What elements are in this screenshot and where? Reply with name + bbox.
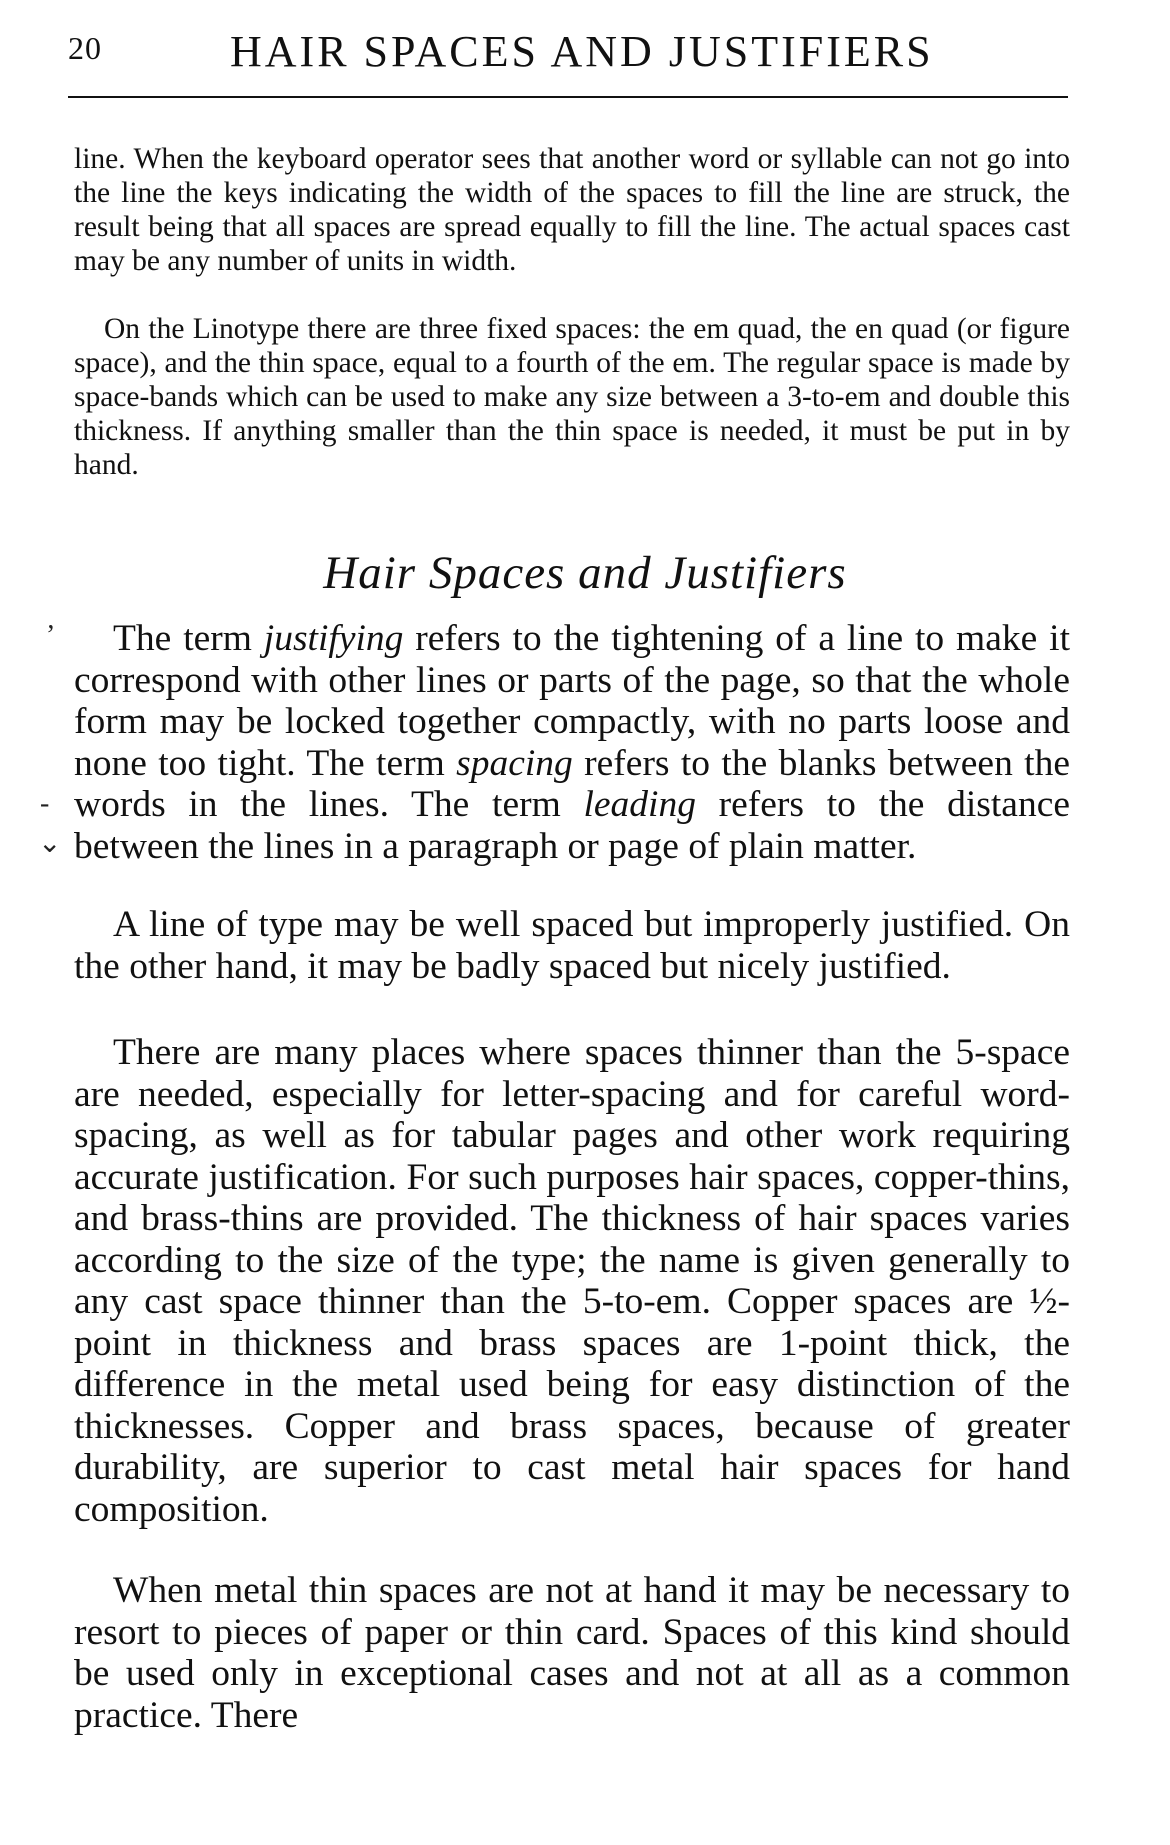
term-spacing: spacing: [456, 742, 573, 784]
text-run: The term: [113, 618, 264, 659]
paragraph-keyboard-operator: line. When the keyboard operator sees that another word or syllable can not go into the line the keys indicating the width of the spaces to fill the line are struck, the result being that all spaces are spread equally to fill the line. The actual spaces cast may be any number of units in width.: [74, 143, 1070, 277]
margin-mark: ʼ: [46, 620, 56, 651]
text-run: refers to the blanks between the words in the lines. The term: [74, 742, 1070, 825]
margin-mark: -: [40, 788, 50, 819]
paragraph-linotype-spaces: On the Linotype there are three fixed spaces: the em quad, the en quad (or figure space), and the thin space, equal to a fourth of the em. The regular space is made by space-bands which can be used to make any size between a 3-to-em and double this thickness. If anything smaller than the thin space is needed, it must be put in by hand.: [74, 313, 1070, 481]
paragraph-metal-thin-spaces: When metal thin spaces are not at hand it may be necessary to resort to pieces of paper or thin card. Spaces of this kind should be used only in exceptional cases and not at all as a common practice. There: [74, 1570, 1070, 1736]
margin-mark: ⌄: [38, 828, 62, 859]
fraction-half: ½: [1029, 1281, 1058, 1322]
page-number: 20: [68, 30, 102, 66]
text-run: -point in thickness and brass spaces are 1-point thick, the difference in the metal used being for easy distinction of the thicknesses. Copper and brass spaces, because of greater durability, are superior to cast metal hair spaces for hand composition.: [74, 1281, 1070, 1530]
text-run: refers to the distance between the lines in a paragraph or page of plain matter.: [74, 784, 1070, 867]
text-run: refers to the tightening of a line to make it correspond with other lines or parts of the page, so that the whole form may be locked together compactly, with no parts loose and none too tight. The term: [74, 618, 1070, 784]
header-rule: [68, 96, 1068, 98]
paragraph-line-of-type: A line of type may be well spaced but improperly justified. On the other hand, it may be badly spaced but nicely justified.: [74, 904, 1070, 987]
running-title: HAIR SPACES AND JUSTIFIERS: [230, 27, 934, 76]
paragraph-hair-spaces: [74, 1032, 1070, 1530]
text-run: There are many places where spaces thinner than the 5-space are needed, especially for letter-spacing and for careful word-spacing, as well as for tabular pages and other work requiring accurate justification. For such purposes hair spaces, copper-thins, and brass-thins are provided. The thickness of hair spaces varies according to the size of the type; the name is given generally to any cast space thinner than the 5-to-em. Copper spaces are: [74, 1032, 1070, 1322]
term-leading: leading: [583, 784, 696, 825]
section-heading: Hair Spaces and Justifiers: [323, 547, 847, 599]
paragraph-justifying: [74, 618, 1070, 867]
term-justifying: justifying: [263, 618, 404, 659]
